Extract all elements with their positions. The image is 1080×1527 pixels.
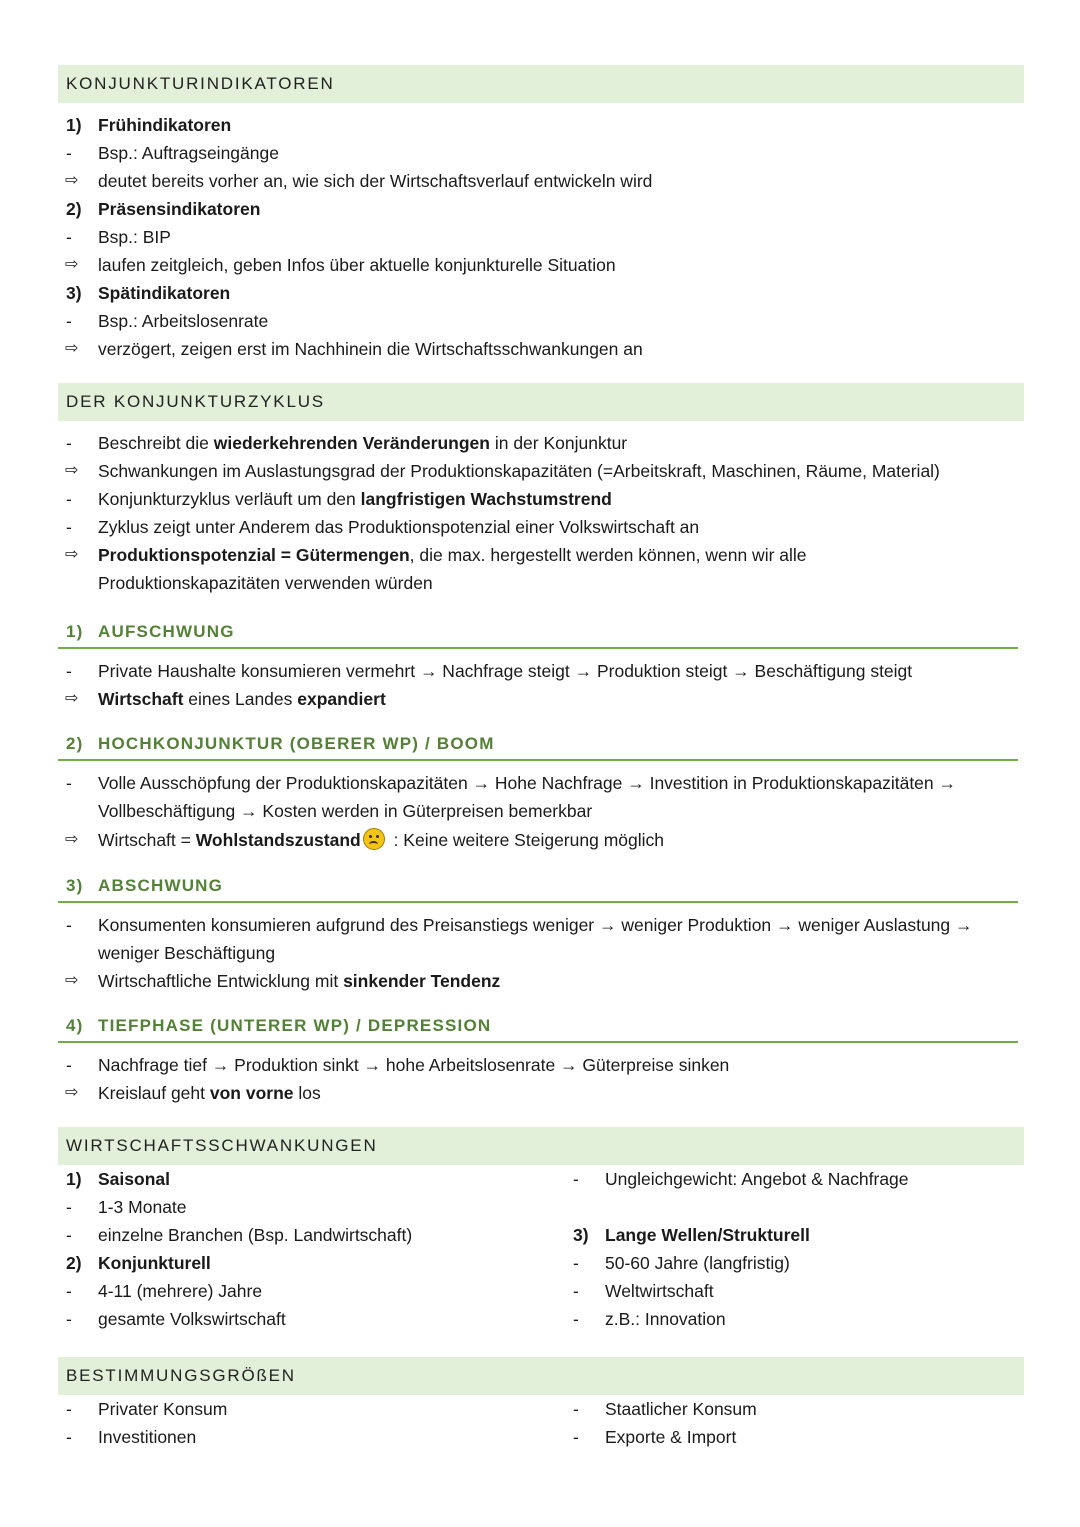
list-item (58, 1277, 558, 1305)
list-item (58, 195, 1024, 223)
section-header-bestimmungsgroessen: BESTIMMUNGSGRÖßEN (58, 1357, 1024, 1395)
list-item (58, 967, 1024, 995)
arrow-bullet-icon: ⇨ (65, 831, 79, 848)
list-item-continuation: Vollbeschäftigung → Kosten werden in Güterpreisen bemerkbar (98, 801, 593, 821)
dash-bullet: - (66, 517, 72, 537)
list-item (58, 139, 1024, 167)
item-number: 3) (66, 283, 82, 303)
list-item (565, 1305, 1024, 1333)
item-title: Saisonal (98, 1169, 170, 1189)
subsection-tiefphase (58, 1011, 1018, 1043)
text-bold: sinkender Tendenz (343, 971, 501, 991)
list-item (58, 1423, 558, 1451)
item-number: 2) (66, 199, 82, 219)
list-item (58, 541, 1024, 569)
arrow-bullet-icon: ⇨ (65, 172, 79, 189)
item-text: Bsp.: BIP (98, 227, 171, 247)
text: Konjunkturzyklus verläuft um den (98, 489, 361, 509)
text: : Keine weitere Steigerung möglich (388, 830, 664, 850)
text: los (293, 1083, 321, 1103)
item-text: Volle Ausschöpfung der Produktionskapazitäten → Hohe Nachfrage → Investition in Produktionskapazitäten → (98, 773, 957, 793)
subsection-title: ABSCHWUNG (98, 876, 224, 895)
list-item (58, 335, 1024, 363)
list-item-continuation: Produktionskapazitäten verwenden würden (98, 573, 433, 593)
left-column (58, 1395, 558, 1451)
subsection-title: TIEFPHASE (UNTERER WP) / DEPRESSION (98, 1016, 492, 1035)
arrow-bullet-icon: ⇨ (65, 972, 79, 989)
arrow-bullet-icon: ⇨ (65, 340, 79, 357)
text: in der Konjunktur (489, 433, 628, 453)
list-item (565, 1423, 1024, 1451)
subsection-title: AUFSCHWUNG (98, 622, 235, 641)
text-bold: wiederkehrenden Veränderungen (213, 433, 490, 453)
text-bold: Produktionspotenzial = Gütermengen (98, 545, 410, 565)
text-bold: von vorne (209, 1083, 294, 1103)
list-item (565, 1221, 1024, 1249)
item-title: Präsensindikatoren (98, 199, 261, 219)
text: Beschreibt die (98, 433, 214, 453)
section-header-wirtschaftsschwankungen: WIRTSCHAFTSSCHWANKUNGEN (58, 1127, 1024, 1165)
subsection-aufschwung (58, 617, 1018, 649)
document-page (58, 65, 1024, 1455)
item-text: z.B.: Innovation (605, 1309, 726, 1329)
dash-bullet: - (66, 143, 72, 163)
item-text: 1-3 Monate (98, 1197, 187, 1217)
item-text: Privater Konsum (98, 1399, 228, 1419)
dash-bullet: - (66, 1309, 72, 1329)
list-item (565, 1249, 1024, 1277)
spacer (565, 1193, 1024, 1221)
two-column-list (58, 1165, 1024, 1337)
sad-face-icon (363, 828, 385, 850)
list-item (58, 457, 1024, 485)
item-text: 50-60 Jahre (langfristig) (605, 1253, 790, 1273)
list-item (58, 167, 1024, 195)
item-text: Bsp.: Auftragseingänge (98, 143, 279, 163)
arrow-bullet-icon: ⇨ (65, 462, 79, 479)
dash-bullet: - (573, 1427, 579, 1447)
list-item (58, 1165, 558, 1193)
list-item (58, 485, 1024, 513)
subsection-number: 3) (66, 876, 84, 895)
dash-bullet: - (573, 1253, 579, 1273)
right-column (565, 1165, 1024, 1333)
item-number: 3) (573, 1225, 589, 1245)
dash-bullet: - (573, 1399, 579, 1419)
list-item (58, 1079, 1024, 1107)
list-item (58, 111, 1024, 139)
item-text: Konsumenten konsumieren aufgrund des Preisanstiegs weniger → weniger Produktion → weniger Auslastung → (98, 915, 973, 935)
subsection-title: HOCHKONJUNKTUR (OBERER WP) / BOOM (98, 734, 495, 753)
item-text: Schwankungen im Auslastungsgrad der Produktionskapazitäten (=Arbeitskraft, Maschinen, Räume, Material) (98, 461, 940, 481)
dash-bullet: - (66, 311, 72, 331)
right-column (565, 1395, 1024, 1451)
item-text: Exporte & Import (605, 1427, 737, 1447)
dash-bullet: - (573, 1309, 579, 1329)
text-bold: langfristigen Wachstumstrend (360, 489, 612, 509)
text-bold: Wohlstandszustand (195, 830, 361, 850)
subsection-number: 1) (66, 622, 84, 641)
text: Wirtschaftliche Entwicklung mit (98, 971, 344, 991)
list-item (58, 279, 1024, 307)
dash-bullet: - (66, 1281, 72, 1301)
item-title: Frühindikatoren (98, 115, 232, 135)
dash-bullet: - (66, 433, 72, 453)
list-item (58, 685, 1024, 713)
arrow-bullet-icon: ⇨ (65, 1084, 79, 1101)
list-item (58, 1221, 558, 1249)
dash-bullet: - (66, 773, 72, 793)
list-item (58, 1193, 558, 1221)
list-item (58, 1305, 558, 1333)
item-text: Weltwirtschaft (605, 1281, 714, 1301)
text: eines Landes (183, 689, 298, 709)
dash-bullet: - (66, 915, 72, 935)
list-item (565, 1165, 1024, 1193)
item-text: 4-11 (mehrere) Jahre (98, 1281, 263, 1301)
list-item (565, 1395, 1024, 1423)
dash-bullet: - (573, 1281, 579, 1301)
list-item (58, 429, 1024, 457)
item-text: deutet bereits vorher an, wie sich der Wirtschaftsverlauf entwickeln wird (98, 171, 653, 191)
dash-bullet: - (66, 1055, 72, 1075)
dash-bullet: - (66, 489, 72, 509)
item-text: Staatlicher Konsum (605, 1399, 757, 1419)
list-item-continuation: weniger Beschäftigung (98, 943, 276, 963)
item-number: 1) (66, 1169, 82, 1189)
subsection-number: 4) (66, 1016, 84, 1035)
item-number: 1) (66, 115, 82, 135)
item-text: Private Haushalte konsumieren vermehrt → Nachfrage steigt → Produktion steigt → Beschäftigung steigt (98, 661, 913, 681)
list-item (58, 825, 1024, 855)
list-item (565, 1277, 1024, 1305)
list-item (58, 911, 1024, 939)
dash-bullet: - (66, 1225, 72, 1245)
item-text: Bsp.: Arbeitslosenrate (98, 311, 269, 331)
item-title: Spätindikatoren (98, 283, 231, 303)
subsection-hochkonjunktur (58, 729, 1018, 761)
item-text: verzögert, zeigen erst im Nachhinein die Wirtschaftsschwankungen an (98, 339, 643, 359)
two-column-list (58, 1395, 1024, 1455)
list-item (58, 1249, 558, 1277)
text: Kreislauf geht (98, 1083, 210, 1103)
item-text: Investitionen (98, 1427, 197, 1447)
arrow-bullet-icon: ⇨ (65, 690, 79, 707)
item-title: Konjunkturell (98, 1253, 211, 1273)
item-title: Lange Wellen/Strukturell (605, 1225, 810, 1245)
list-item (58, 307, 1024, 335)
list-item (58, 1395, 558, 1423)
item-text: einzelne Branchen (Bsp. Landwirtschaft) (98, 1225, 413, 1245)
text: , die max. hergestellt werden können, wenn wir alle (409, 545, 807, 565)
section-header-konjunkturzyklus: DER KONJUNKTURZYKLUS (58, 383, 1024, 421)
text: Wirtschaft = (98, 830, 196, 850)
dash-bullet: - (66, 1399, 72, 1419)
item-text: Nachfrage tief → Produktion sinkt → hohe Arbeitslosenrate → Güterpreise sinken (98, 1055, 730, 1075)
list-item (58, 513, 1024, 541)
arrow-bullet-icon: ⇨ (65, 546, 79, 563)
subsection-abschwung (58, 871, 1018, 903)
item-text: Zyklus zeigt unter Anderem das Produktionspotenzial einer Volkswirtschaft an (98, 517, 700, 537)
text-bold: Wirtschaft (98, 689, 184, 709)
text-bold: expandiert (297, 689, 386, 709)
dash-bullet: - (66, 227, 72, 247)
item-text: gesamte Volkswirtschaft (98, 1309, 286, 1329)
dash-bullet: - (573, 1169, 579, 1189)
list-item (58, 223, 1024, 251)
list-item (58, 657, 1024, 685)
list-item (58, 251, 1024, 279)
arrow-bullet-icon: ⇨ (65, 256, 79, 273)
left-column (58, 1165, 558, 1333)
item-text: Ungleichgewicht: Angebot & Nachfrage (605, 1169, 909, 1189)
subsection-number: 2) (66, 734, 84, 753)
section-header-konjunkturindikatoren: KONJUNKTURINDIKATOREN (58, 65, 1024, 103)
list-item (58, 769, 1024, 797)
item-number: 2) (66, 1253, 82, 1273)
dash-bullet: - (66, 1197, 72, 1217)
item-text: laufen zeitgleich, geben Infos über aktuelle konjunkturelle Situation (98, 255, 616, 275)
dash-bullet: - (66, 1427, 72, 1447)
dash-bullet: - (66, 661, 72, 681)
list-item (58, 1051, 1024, 1079)
